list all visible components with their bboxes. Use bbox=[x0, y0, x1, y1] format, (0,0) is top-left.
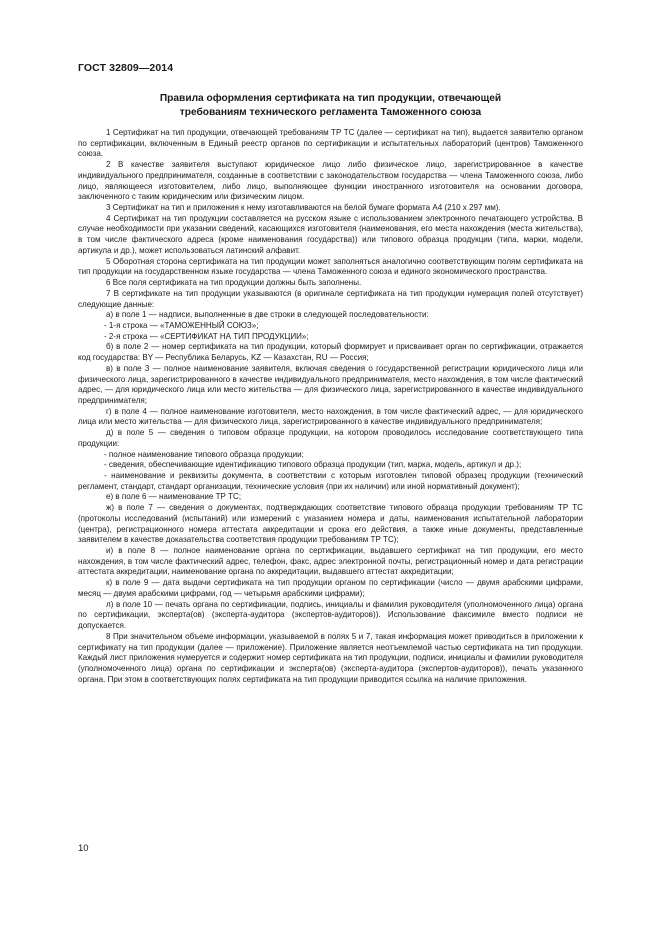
dash-item: - полное наименование типового образца продукции; bbox=[104, 449, 304, 459]
list-item-e: е) в поле 6 — наименование ТР ТС; bbox=[106, 492, 242, 502]
paragraph-6: 6 Все поля сертификата на тип продукции должны быть заполнены. bbox=[106, 278, 362, 288]
list-item-zh: ж) в поле 7 — сведения о документах, подтверждающих соответствие типового образца продукции требованиям ТР ТС (протоколы исследований (испытаний) или измерений с указанием номера и даты, наименования испытательной лаборатории (центра), регистрационного номера аттестата аккредитации и срока его действия, а также иные документы, представленные заявителем в качестве доказательства соответствия продукции требованиям ТР ТС); bbox=[78, 503, 583, 545]
paragraph-2: 2 В качестве заявителя выступают юридическое лицо либо физическое лицо, зарегистрированное в качестве индивидуального предпринимателя, созданные в соответствии с законодательством государства — члена Таможенного союза, либо лицо, являющееся изготовителем, либо лицо, выполняющее функции иностранного изготовителя на основании договора, заключенного с таким юридическим или физическим лицом. bbox=[78, 160, 583, 202]
page-number: 10 bbox=[78, 843, 89, 854]
list-item-i: и) в поле 8 — полное наименование органа по сертификации, выдавшего сертификат на тип продукции, его место нахождения, в том числе фактический адрес, телефон, факс, адрес электронной почты, регистрационный номер и дата регистрации аттестата аккредитации, наименование органа по аккредитации, выдавшего аттестат аккредитации; bbox=[78, 546, 583, 577]
dash-item: - наименование и реквизиты документа, в соответствии с которым изготовлен типовой образец продукции (технический регламент, стандарт, стандарт организации, технические условия (при их наличии) или иной нормативный документ); bbox=[78, 471, 583, 491]
section-title bbox=[78, 92, 583, 119]
section-title-line: Правила оформления сертификата на тип продукции, отвечающей bbox=[159, 93, 502, 104]
standard-code: ГОСТ 32809—2014 bbox=[78, 62, 174, 74]
list-item-a: а) в поле 1 — надписи, выполненные в две строки в следующей последовательности: bbox=[106, 310, 429, 320]
list-item-b: б) в поле 2 — номер сертификата на тип продукции, который формирует и присваивает орган по сертификации, отражается код государства: BY — Республика Беларусь, KZ — Казахстан, RU — Россия; bbox=[78, 342, 583, 363]
list-item-d: д) в поле 5 — сведения о типовом образце продукции, на котором проводилось исследование соответствующего типа продукции: bbox=[78, 428, 583, 448]
paragraph-1: 1 Сертификат на тип продукции, отвечающей требованиям ТР ТС (далее — сертификат на тип), выдается заявителю органом по сертификации, включенным в Единый реестр органов по сертификации и испытательных лабораторий (центров) Таможенного союза. bbox=[78, 128, 583, 159]
dash-item: - 1-я строка — «ТАМОЖЕННЫЙ СОЮЗ»; bbox=[104, 320, 259, 330]
paragraph-5: 5 Оборотная сторона сертификата на тип продукции может заполняться аналогично соответствующим полям сертификата на тип продукции на государственном языке государства — члена Таможенного союза и единого экономического пространства. bbox=[78, 256, 583, 277]
paragraph-8: 8 При значительном объеме информации, указываемой в полях 5 и 7, такая информация может приводиться в приложении к сертификату на тип продукции (далее — приложение). Приложение является неотъемлемой частью сертификата на тип продукции. Каждый лист приложения нумеруется и содержит номер сертификата на тип продукции, подписи, инициалы и фамилии руководителя (уполномоченного лица) органа по сертификации и эксперта(ов) (эксперта-аудитора (экспертов-аудиторов)), печать указанного органа. При этом в соответствующих полях сертификата на тип продукции приводится ссылка на наличие приложения. bbox=[78, 631, 583, 684]
section-title-line: требованиям технического регламента Таможенного союза bbox=[179, 106, 482, 118]
paragraph-4: 4 Сертификат на тип продукции составляется на русском языке с использованием электронного печатающего устройства. В случае необходимости при указании сведений, касающихся изготовителя (наименования, его места нахождения (места жительства), в том числе фактического адреса (кроме наименования государства)) или типового образца продукции (типа, марки, модели, артикула и др.), может использоваться латинский алфавит. bbox=[78, 213, 583, 255]
list-item-k: к) в поле 9 — дата выдачи сертификата на тип продукции органом по сертификации (число — двумя арабскими цифрами, месяц — двумя арабскими цифрами, год — четырьмя арабскими цифрами); bbox=[78, 578, 583, 598]
list-item-g: г) в поле 4 — полное наименование изготовителя, место нахождения, в том числе фактический адрес, — для юридического лица или место жительства — для физического лица, зарегистрированного в качестве индивидуального предпринимателя; bbox=[78, 406, 583, 427]
dash-item: - 2-я строка — «СЕРТИФИКАТ НА ТИП ПРОДУКЦИИ»; bbox=[104, 331, 309, 341]
list-item-v: в) в поле 3 — полное наименование заявителя, включая сведения о государственной регистрации юридического лица или физического лица, зарегистрированного в качестве индивидуального предпринимателя, место нахождения, в том числе фактический адрес, — для юридического лица или место жительства — для физического лица, зарегистрированного в качестве индивидуального предпринимателя; bbox=[78, 363, 583, 405]
body-text bbox=[78, 128, 583, 685]
dash-item: - сведения, обеспечивающие идентификацию типового образца продукции (тип, марка, модель, артикул и др.); bbox=[104, 460, 522, 470]
paragraph-3: 3 Сертификат на тип и приложения к нему изготавливаются на белой бумаге формата А4 (210 х 297 мм). bbox=[106, 203, 501, 213]
paragraph-7: 7 В сертификате на тип продукции указываются (в оригинале сертификата на тип продукции нумерация полей отсутствует) следующие данные: bbox=[78, 288, 583, 309]
list-item-l: л) в поле 10 — печать органа по сертификации, подпись, инициалы и фамилия руководителя (уполномоченного лица) органа по сертификации, эксперта(ов) (эксперта-аудитора (экспертов-аудиторов)). Использование факсимиле вместо подписи не допускается. bbox=[78, 599, 583, 631]
